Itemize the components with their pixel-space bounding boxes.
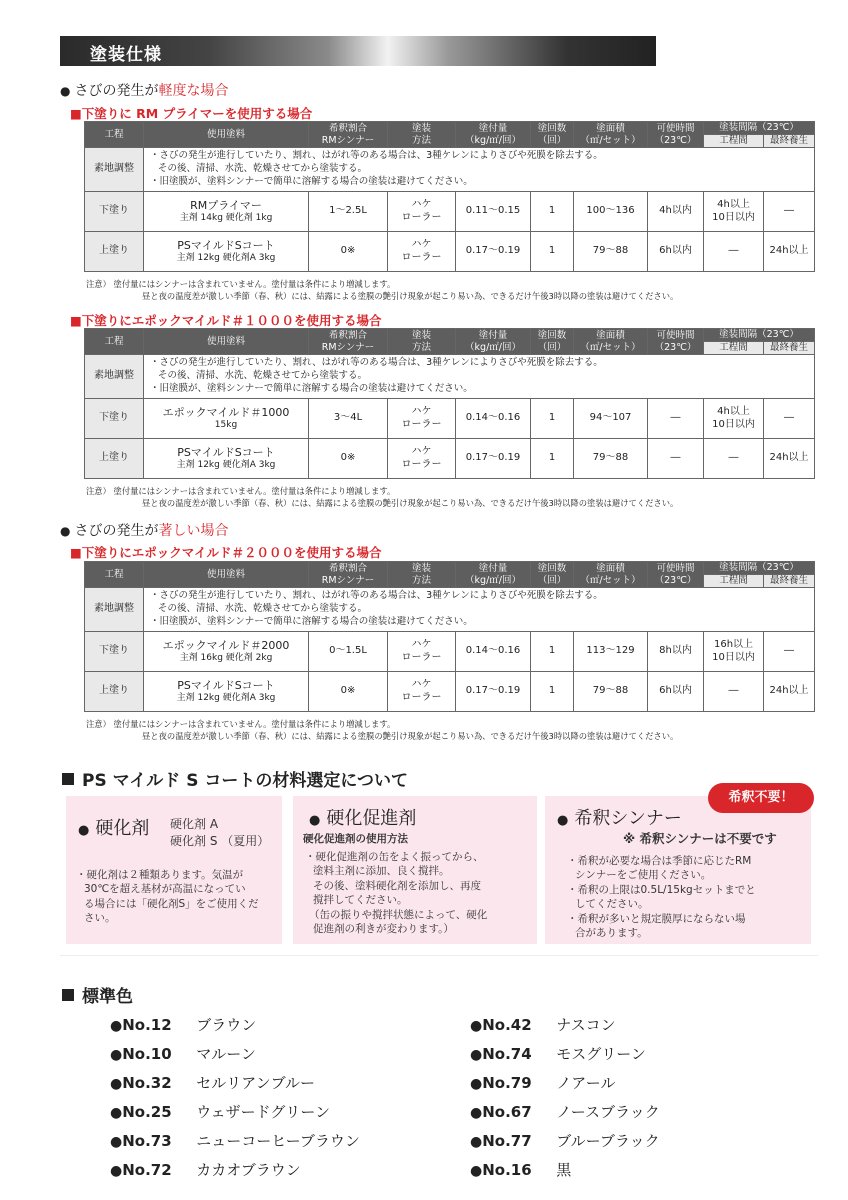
product-cell: PSマイルドSコート 主剤 12kg 硬化剤A 3kg	[144, 232, 309, 272]
thinner-text: ・希釈が必要な場合は季節に応じたRM シンナーをご使用ください。 ・希釈の上限は0.5L/15kgセットまでと してください。 ・希釈が多いと規定膜厚にならない場 合があります。	[567, 855, 756, 940]
color-item	[470, 1159, 571, 1180]
header-times: 塗回数 （回）	[531, 562, 574, 588]
product-cell: エポックマイルド＃1000 15kg	[144, 399, 309, 439]
materials-heading: PS マイルド S コートの材料選定について	[62, 766, 408, 791]
spec-table-2	[84, 328, 815, 479]
table-row-undercoat: 下塗り エポックマイルド＃1000 15kg 3～4L ハケ ローラー 0.14～0.16 1 94～107 ― 4h以上 10日以内 ―	[85, 399, 815, 439]
color-name: ナスコン	[556, 1016, 616, 1034]
header-method: 塗装 方法	[388, 329, 456, 355]
color-item	[470, 1043, 646, 1064]
color-name: カカオブラウン	[196, 1161, 301, 1179]
header-interval: 塗装間隔（23℃）	[704, 329, 815, 342]
bullet-icon: ●	[60, 524, 71, 538]
color-name: 黒	[556, 1161, 572, 1179]
no-dilution-badge: 希釈不要！	[708, 783, 814, 813]
table-row-undercoat: 下塗り エポックマイルド＃2000 主剤 16kg 硬化剤 2kg 0～1.5L ハケ ローラー 0.14～0.16 1 113～129 8h以内 16h以上 10日以内 ―	[85, 632, 815, 672]
hardener-text: ・硬化剤は２種類あります。気温が 30℃を超え基材が高温になってい る場合には「硬化剤S」をご使用くだ さい。	[76, 869, 259, 925]
color-number: No.25	[122, 1103, 172, 1121]
color-number: No.73	[122, 1132, 172, 1150]
color-item	[470, 1101, 660, 1122]
header-final-cure: 最終養生	[764, 342, 815, 355]
color-dot-icon: ●	[470, 1076, 483, 1092]
header-coating: 塗付量 （kg/㎡/回）	[456, 329, 531, 355]
header-area: 塗面積 （㎡/セット）	[574, 329, 648, 355]
case-title-severe: ● さびの発生が著しい場合	[60, 523, 229, 539]
table-row-prep	[85, 148, 815, 192]
color-number: No.77	[482, 1132, 532, 1150]
color-number: No.16	[482, 1161, 532, 1179]
color-number: No.72	[122, 1161, 172, 1179]
color-name: マルーン	[196, 1045, 256, 1063]
page-title: 塗装仕様	[90, 45, 162, 65]
color-number: No.12	[122, 1016, 172, 1034]
subtitle-rm-primer: ■下塗りに RM プライマーを使用する場合	[70, 106, 313, 121]
accelerator-box	[293, 796, 537, 944]
thinner-title: ● 希釈シンナー	[557, 808, 682, 829]
table-row-topcoat: 上塗り PSマイルドSコート 主剤 12kg 硬化剤A 3kg 0※ ハケ ローラー 0.17～0.19 1 79～88 6h以内 ― 24h以上	[85, 232, 815, 272]
header-process: 工程	[85, 329, 144, 355]
header-times: 塗回数 （回）	[531, 122, 574, 148]
table-row-prep	[85, 355, 815, 399]
color-item	[110, 1159, 301, 1180]
color-item	[110, 1043, 256, 1064]
bullet-icon: ●	[78, 823, 90, 838]
color-dot-icon: ●	[110, 1018, 123, 1034]
header-paint: 使用塗料	[144, 329, 309, 355]
color-dot-icon: ●	[110, 1105, 123, 1121]
color-name: セルリアンブルー	[196, 1074, 316, 1092]
colors-heading: 標準色	[62, 982, 133, 1007]
table-row-undercoat: 下塗り RMプライマー 主剤 14kg 硬化剤 1kg 1～2.5L ハケ ローラー 0.11～0.15 1 100～136 4h以内 4h以上 10日以内 ―	[85, 192, 815, 232]
header-pot-life: 可使時間 （23℃）	[648, 122, 704, 148]
prep-description: ・さびの発生が進行していたり、割れ、はがれ等のある場合は、3種ケレンによりさびや死膜を除去する。 その後、清掃、水洗、乾燥させてから塗装する。 ・旧塗膜が、塗料シンナーで簡単に溶解する場合の塗装は避けてください。	[144, 355, 815, 399]
subtitle-epoch-2000: ■下塗りにエポックマイルド＃２０００を使用する場合	[70, 545, 382, 560]
table-header-row	[85, 329, 815, 342]
page-banner	[60, 36, 656, 66]
color-name: ノースブラック	[556, 1103, 660, 1121]
header-method: 塗装 方法	[388, 562, 456, 588]
table-header-row	[85, 122, 815, 135]
table-row-topcoat: 上塗り PSマイルドSコート 主剤 12kg 硬化剤A 3kg 0※ ハケ ローラー 0.17～0.19 1 79～88 6h以内 ― 24h以上	[85, 672, 815, 712]
color-dot-icon: ●	[470, 1134, 483, 1150]
color-number: No.79	[482, 1074, 532, 1092]
color-item	[110, 1130, 360, 1151]
color-dot-icon: ●	[470, 1105, 483, 1121]
header-coating: 塗付量 （kg/㎡/回）	[456, 122, 531, 148]
header-paint: 使用塗料	[144, 122, 309, 148]
color-item	[110, 1101, 330, 1122]
prep-description: ・さびの発生が進行していたり、割れ、はがれ等のある場合は、3種ケレンによりさびや死膜を除去する。 その後、清掃、水洗、乾燥させてから塗装する。 ・旧塗膜が、塗料シンナーで簡単に溶解する場合の塗装は避けてください。	[144, 588, 815, 632]
color-item	[110, 1014, 256, 1035]
table-row-prep	[85, 588, 815, 632]
product-cell: PSマイルドSコート 主剤 12kg 硬化剤A 3kg	[144, 672, 309, 712]
header-dilution: 希釈割合 RMシンナー	[309, 329, 388, 355]
row-label: 素地調整	[85, 588, 144, 632]
hardener-options: 硬化剤 A 硬化剤 S （夏用）	[170, 817, 270, 848]
bullet-icon: ●	[557, 813, 569, 828]
thinner-box	[545, 796, 811, 944]
bullet-icon: ●	[309, 813, 321, 828]
product-cell: エポックマイルド＃2000 主剤 16kg 硬化剤 2kg	[144, 632, 309, 672]
color-name: ウェザードグリーン	[196, 1103, 331, 1121]
case-title-mild: ● さびの発生が軽度な場合	[60, 83, 229, 99]
product-cell: PSマイルドSコート 主剤 12kg 硬化剤A 3kg	[144, 439, 309, 479]
header-interval-between: 工程間	[704, 135, 764, 148]
color-name: モスグリーン	[556, 1045, 646, 1063]
color-name: ブルーブラック	[556, 1132, 660, 1150]
color-item	[470, 1014, 616, 1035]
header-coating: 塗付量 （kg/㎡/回）	[456, 562, 531, 588]
color-item	[470, 1072, 615, 1093]
color-dot-icon: ●	[110, 1076, 123, 1092]
header-paint: 使用塗料	[144, 562, 309, 588]
color-name: ノアール	[556, 1074, 616, 1092]
color-item	[470, 1130, 660, 1151]
note-1: 注意） 塗付量にはシンナーは含まれていません。塗付量は条件により増減します。 昼と夜の温度差が激しい季節（春、秋）には、結露による塗膜の艶引け現象が起こり易い為、できるだけ午後3時以降の塗装は避けてください。	[86, 279, 679, 302]
header-method: 塗装 方法	[388, 122, 456, 148]
header-interval-between: 工程間	[704, 575, 764, 588]
square-bullet-icon	[62, 989, 74, 1001]
color-dot-icon: ●	[110, 1047, 123, 1063]
table-row-topcoat: 上塗り PSマイルドSコート 主剤 12kg 硬化剤A 3kg 0※ ハケ ローラー 0.17～0.19 1 79～88 ― ― 24h以上	[85, 439, 815, 479]
bullet-icon: ●	[60, 84, 71, 98]
header-area: 塗面積 （㎡/セット）	[574, 122, 648, 148]
spec-table-1	[84, 121, 815, 272]
header-interval: 塗装間隔（23℃）	[704, 122, 815, 135]
divider	[60, 955, 818, 956]
subtitle-epoch-1000: ■下塗りにエポックマイルド＃１０００を使用する場合	[70, 313, 382, 328]
header-dilution: 希釈割合 RMシンナー	[309, 562, 388, 588]
hardener-title: ● 硬化剤	[78, 818, 150, 839]
color-number: No.32	[122, 1074, 172, 1092]
header-times: 塗回数 （回）	[531, 329, 574, 355]
header-process: 工程	[85, 122, 144, 148]
color-name: ブラウン	[196, 1016, 257, 1034]
header-final-cure: 最終養生	[764, 135, 815, 148]
color-dot-icon: ●	[110, 1163, 123, 1179]
row-label: 素地調整	[85, 355, 144, 399]
color-item	[110, 1072, 315, 1093]
color-dot-icon: ●	[470, 1163, 483, 1179]
color-dot-icon: ●	[110, 1134, 123, 1150]
accelerator-subtitle: 硬化促進剤の使用方法	[303, 833, 408, 845]
header-interval: 塗装間隔（23℃）	[704, 562, 815, 575]
header-interval-between: 工程間	[704, 342, 764, 355]
note-3: 注意） 塗付量にはシンナーは含まれていません。塗付量は条件により増減します。 昼と夜の温度差が激しい季節（春、秋）には、結露による塗膜の艶引け現象が起こり易い為、できるだけ午後3時以降の塗装は避けてください。	[86, 719, 679, 742]
prep-description: ・さびの発生が進行していたり、割れ、はがれ等のある場合は、3種ケレンによりさびや死膜を除去する。 その後、清掃、水洗、乾燥させてから塗装する。 ・旧塗膜が、塗料シンナーで簡単に溶解する場合の塗装は避けてください。	[144, 148, 815, 192]
color-number: No.42	[482, 1016, 532, 1034]
table-header-row	[85, 562, 815, 575]
color-number: No.10	[122, 1045, 172, 1063]
square-bullet-icon	[62, 773, 74, 785]
color-number: No.74	[482, 1045, 532, 1063]
accelerator-text: ・硬化促進剤の缶をよく振ってから、 塗料主剤に添加、良く撹拌。 その後、塗料硬化剤を添加し、再度 撹拌してください。 （缶の振りや撹拌状態によって、硬化 促進剤の利きが変わります。）	[305, 851, 488, 936]
spec-table-3	[84, 561, 815, 712]
header-dilution: 希釈割合 RMシンナー	[309, 122, 388, 148]
thinner-subtitle: ※ 希釈シンナーは不要です	[623, 831, 777, 846]
note-2: 注意） 塗付量にはシンナーは含まれていません。塗付量は条件により増減します。 昼と夜の温度差が激しい季節（春、秋）には、結露による塗膜の艶引け現象が起こり易い為、できるだけ午後3時以降の塗装は避けてください。	[86, 486, 679, 509]
row-label: 素地調整	[85, 148, 144, 192]
color-dot-icon: ●	[470, 1018, 483, 1034]
color-name: ニューコーヒーブラウン	[196, 1132, 360, 1150]
color-number: No.67	[482, 1103, 532, 1121]
product-cell: RMプライマー 主剤 14kg 硬化剤 1kg	[144, 192, 309, 232]
header-area: 塗面積 （㎡/セット）	[574, 562, 648, 588]
header-final-cure: 最終養生	[764, 575, 815, 588]
header-process: 工程	[85, 562, 144, 588]
header-pot-life: 可使時間 （23℃）	[648, 329, 704, 355]
hardener-box	[66, 796, 282, 944]
accelerator-title: ● 硬化促進剤	[309, 808, 417, 829]
color-dot-icon: ●	[470, 1047, 483, 1063]
header-pot-life: 可使時間 （23℃）	[648, 562, 704, 588]
